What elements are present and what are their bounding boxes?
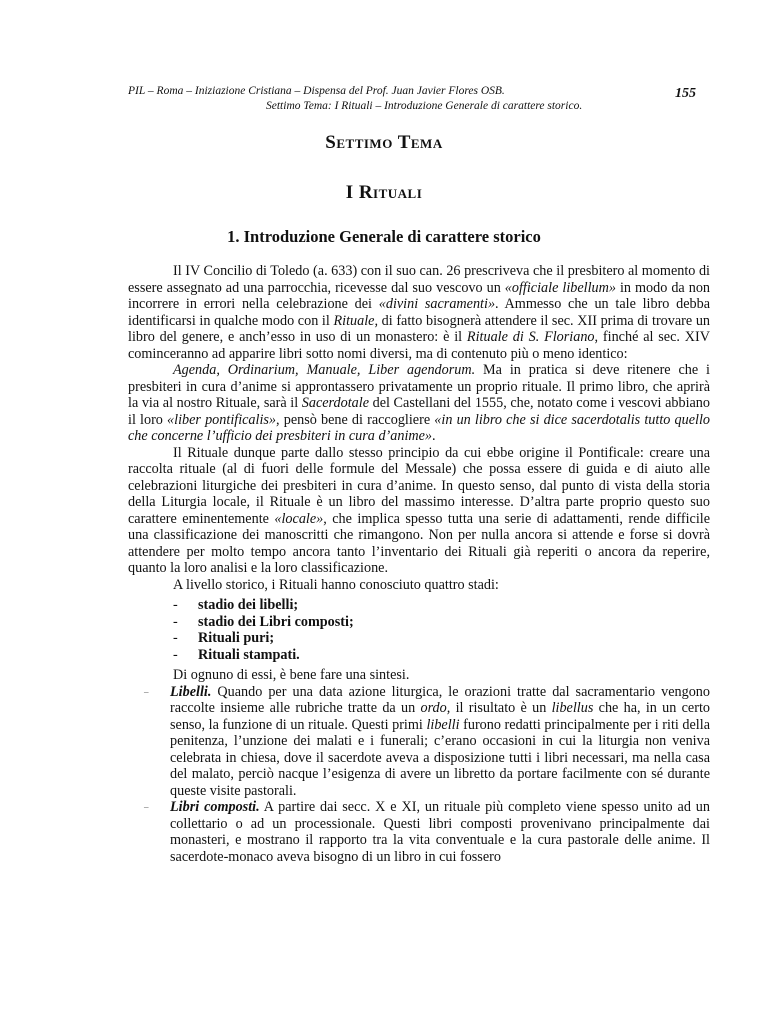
entry-libri-composti: – Libri composti. A partire dai secc. X e XI, un rituale più completo viene spesso unito ad un collettario o ad un processionale. Questi libri composti provenivano principalmente dai monasteri, e mostrano il rapporto tra la vita conventuale e la cura pastorale delle anime. Il sacerdote-monaco aveva bisogno di un libro in cui fossero (144, 799, 710, 865)
paragraph-agenda: Agenda, Ordinarium, Manuale, Liber agendorum. Ma in pratica si deve ritenere che i presbiteri in cura d’anime si approntassero privatamente un proprio rituale. Il primo libro, che aprirà la via al nostro Rituale, sarà il Sacerdotale del Castellani del 1555, che, notato come i vescovi abbiano il loro «liber pontificalis», pensò bene di raccogliere «in un libro che si dice sacerdotalis tutto quello che concerne l’ufficio dei presbiteri in cura d’anime». (128, 362, 710, 444)
paragraph-sintesi: Di ognuno di essi, è bene fare una sintesi. (173, 667, 410, 683)
dash-bullet-icon: – (144, 802, 149, 812)
paragraph-toledo: Il IV Concilio di Toledo (a. 633) con il suo can. 26 prescriveva che il presbitero al momento di essere assegnato ad una parrocchia, ricevesse dal suo vescovo un «officiale libellum» in modo da non incorrere in errori nella celebrazione dei «divini sacramenti». Ammesso che un tale libro debba identificarsi in qualche modo con il Rituale, di fatto bisognerà attendere il sec. XII prima di trovare un libro del genere, e anch’esso in uso di un monastero: è il Rituale di S. Floriano, finché al sec. XIV cominceranno ad apparire libri sotto nomi diversi, ma di contenuto più o meno identico: (128, 263, 711, 362)
list-item: - Rituali puri; (173, 630, 275, 646)
header-course-line: PIL – Roma – Iniziazione Cristiana – Dispensa del Prof. Juan Javier Flores OSB. (128, 85, 505, 97)
stadi-list (128, 597, 710, 663)
list-item: - stadio dei libelli; (173, 597, 299, 613)
theme-title: Settimo Tema (325, 132, 443, 153)
page-number: 155 (675, 86, 696, 101)
header-topic-line: Settimo Tema: I Rituali – Introduzione Generale di carattere storico. (266, 100, 583, 112)
dash-bullet-icon: – (144, 686, 149, 697)
paragraph-stadi-intro: A livello storico, i Rituali hanno conosciuto quattro stadi: (173, 576, 499, 593)
list-item: - Rituali stampati. (173, 646, 300, 663)
section-heading: 1. Introduzione Generale di carattere storico (227, 227, 541, 246)
body-text (128, 263, 710, 865)
entry-libelli: – Libelli. Quando per una data azione liturgica, le orazioni tratte dal sacramentario vengono raccolte insieme alle rubriche tratte da un ordo, il risultato è un libellus che ha, in un certo senso, la funzione di un rituale. Questi primi libelli furono redatti principalmente per i riti della penitenza, l’unzione dei malati e i funerali; c’erano occasioni in cui la liturgia non veniva celebrata in chiesa, dove il sacerdote aveva a disposizione tutti i libri necessari, ma nella casa del malato, perciò nacque l’esigenza di avere un libretto da portare facilmente con sé durante queste visite pastorali. (144, 683, 710, 799)
chapter-title: I Rituali (345, 182, 423, 203)
paragraph-pontificale: Il Rituale dunque parte dallo stesso principio da cui ebbe origine il Pontificale: creare una raccolta rituale (al di fuori delle formule del Messale) che possa essere di guida e di aiuto alle celebrazioni liturgiche dei presbiteri in cura d’anime. In questo senso, dal punto di vista della storia della Liturgia locale, il Rituale è un libro del massimo interesse. D’altra parte proprio questo suo carattere eminentemente «locale», che implica spesso tutta una serie di adattamenti, rende difficile una classificazione dei manoscritti che rimangono. Non per nulla ancora si attende e forse si dovrà attendere per molto tempo ancora tanto l’inventario dei Rituali già reperiti o ancora da reperire, quanto la loro analisi e la loro classificazione. (128, 444, 710, 576)
list-item: - stadio dei Libri composti; (173, 613, 354, 630)
